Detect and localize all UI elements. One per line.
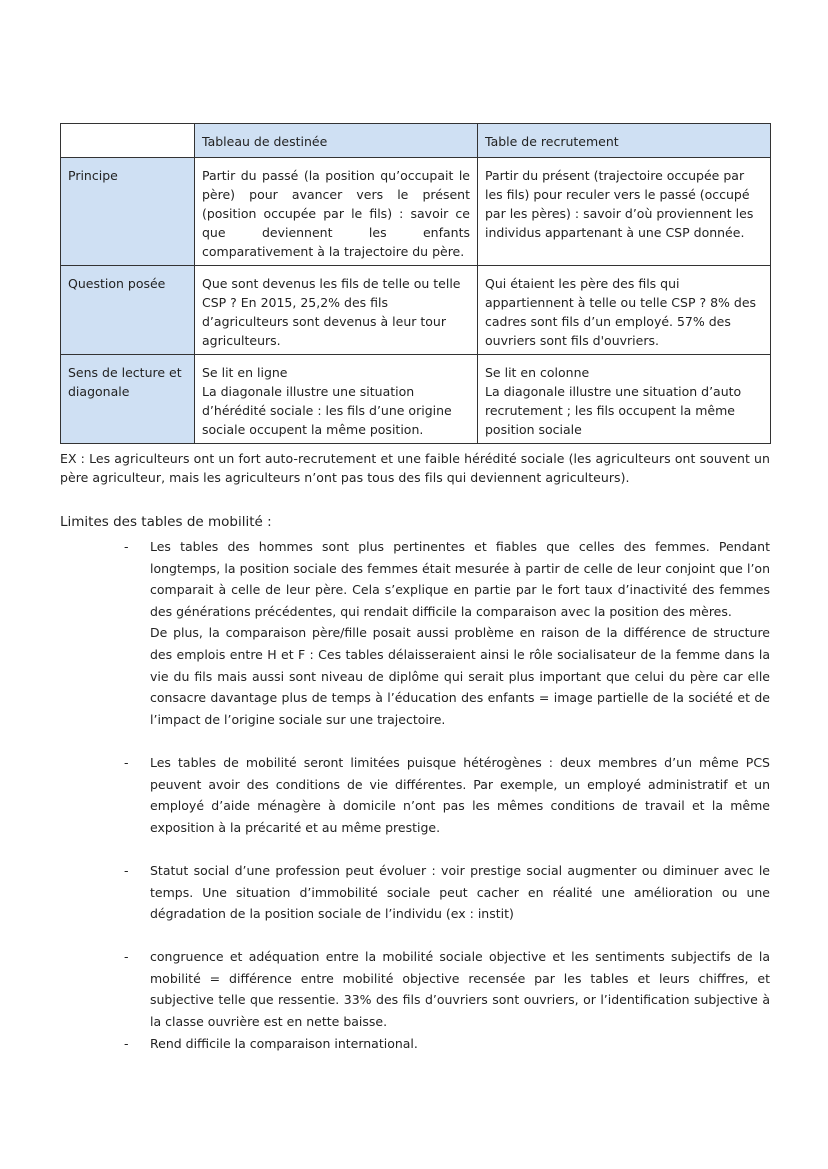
list-spacer [0,925,770,947]
limits-list [0,536,828,1054]
list-item [0,946,770,1032]
row-label-principe: Principe [61,158,195,266]
table-row-question [61,266,771,355]
list-item [0,752,770,838]
bullet-dash: - [124,539,129,554]
bullet-dash: - [124,754,129,770]
cell-sens-recrutement [478,355,771,444]
row-label-question: Question posée [61,266,195,355]
list-item-text: Statut social d’une profession peut évoluer : voir prestige social augmenter ou diminuer avec le temps. Une situation d’immobilité sociale peut cacher en réalité une amélioration ou une dégradation de la position sociale de l’individu (ex : instit) [150,862,770,922]
limits-heading: Limites des tables de mobilité : [60,514,272,530]
list-item-text: congruence et adéquation entre la mobilité sociale objective et les sentiments subjectifs de la mobilité = différence entre mobilité objective recensée par les tables et leurs chiffres, et subjective telle que ressentie. 33% des fils d’ouvriers sont ouvriers, or l’identification subjective à la classe ouvrière est en nette baisse. [150,949,770,1030]
list-item-text-continued: De plus, la comparaison père/fille posait aussi problème en raison de la différence de structure des emplois entre H et F : Ces tables délaisseraient ainsi le rôle socialisateur de la femme dans la vie du fils mais aussi sont niveau de diplôme qui serait plus important que celui du père car elle consacre davantage plus de temps à l’éducation des enfants = image partielle de la société et de l’impact de l’origine sociale sur une trajectoire. [150,625,770,727]
example-paragraph: EX : Les agriculteurs ont un fort auto-recrutement et une faible hérédité sociale (les agriculteurs ont souvent un père agriculteur, mais les agriculteurs n’ont pas tous des fils qui deviennent agriculteurs). [60,451,770,485]
cell-sens-recrutement-line1: Se lit en colonne [485,365,590,380]
table-row-principe [61,158,771,266]
cell-sens-recrutement-line2: La diagonale illustre une situation d’auto recrutement ; les fils occupent la même position sociale [485,384,742,437]
table-row-sens [61,355,771,444]
bullet-dash: - [124,862,129,878]
cell-principe-destinee: Partir du passé (la position qu’occupait le père) pour avancer vers le présent (position occupée par le fils) : savoir ce que deviennent les enfants comparativement à la trajectoire du père. [195,158,478,266]
table-corner-cell [61,124,195,158]
row-label-sens: Sens de lecture et diagonale [61,355,195,444]
list-item-text: Les tables de mobilité seront limitées puisque hétérogènes : deux membres d’un même PCS peuvent avoir des conditions de vie différentes. Par exemple, un employé administratif et un employé d’aide ménagère à domicile n’ont pas les mêmes conditions de travail et la même exposition à la précarité et au même prestige. [150,754,770,835]
column-header-recrutement: Table de recrutement [478,124,771,158]
cell-sens-destinee-line2: La diagonale illustre une situation d’hérédité sociale : les fils d’une origine sociale occupent la même position. [202,384,452,437]
bullet-dash: - [124,949,129,965]
table-header-row [61,124,771,158]
cell-question-destinee: Que sont devenus les fils de telle ou telle CSP ? En 2015, 25,2% des fils d’agriculteurs sont devenus à leur tour agriculteurs. [195,266,478,355]
list-item [0,860,770,925]
list-spacer [0,730,770,752]
column-header-destinee: Tableau de destinée [195,124,478,158]
list-spacer [0,838,770,860]
list-item-text: Rend difficile la comparaison international. [150,1035,418,1051]
cell-sens-destinee [195,355,478,444]
list-item [0,536,770,730]
list-item [0,1033,770,1055]
mobility-comparison-table [60,123,771,444]
cell-principe-recrutement: Partir du présent (trajectoire occupée par les fils) pour reculer vers le passé (occupé par les pères) : savoir d’où proviennent les individus appartenant à une CSP donnée. [478,158,771,266]
cell-question-recrutement: Qui étaient les père des fils qui appartiennent à telle ou telle CSP ? 8% des cadres sont fils d’un employé. 57% des ouvriers sont fils d'ouvriers. [478,266,771,355]
bullet-dash: - [124,1035,129,1051]
cell-sens-destinee-line1: Se lit en ligne [202,365,288,380]
list-item-text: Les tables des hommes sont plus pertinentes et fiables que celles des femmes. Pendant longtemps, la position sociale des femmes était mesurée à partir de celle de leur conjoint que l’on comparait à celle de leur père. Cela s’explique en partie par le fort taux d’inactivité des femmes des générations précédentes, qui rendait difficile la comparaison avec la position des mères. [150,539,770,619]
